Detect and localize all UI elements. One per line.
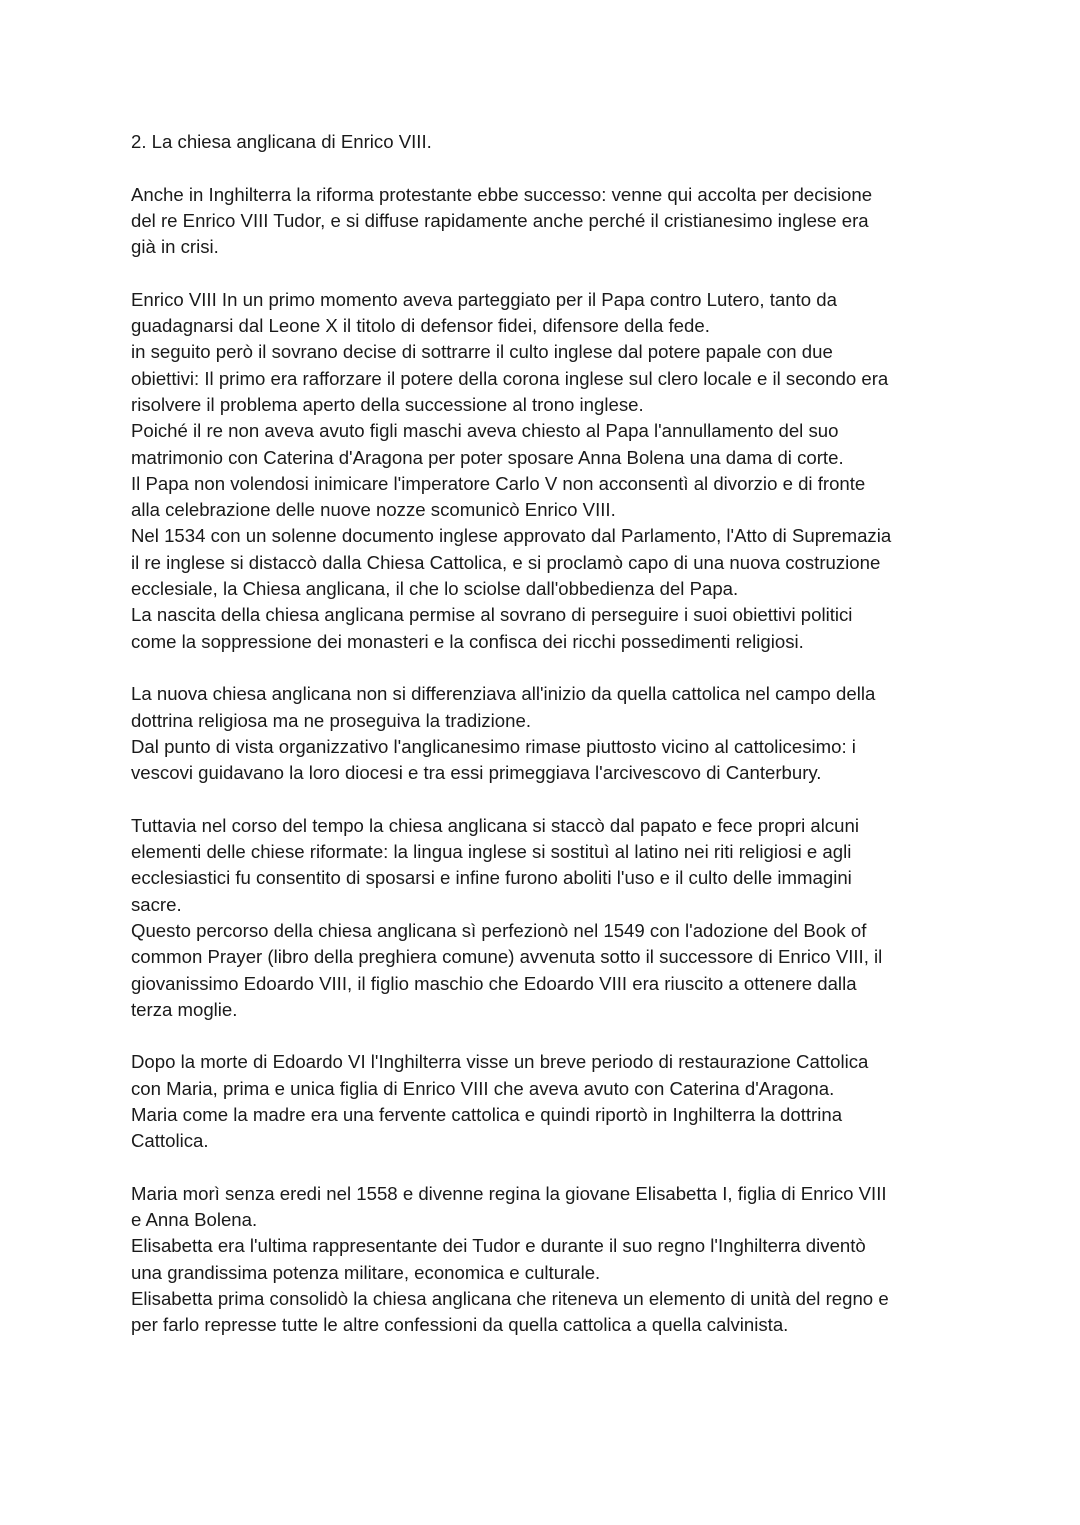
text-line: Anche in Inghilterra la riforma protestante ebbe successo: venne qui accolta per decisione: [131, 183, 873, 205]
paragraph: [131, 1049, 961, 1154]
paragraph-gap: [131, 655, 961, 681]
text-line: ecclesiastici fu consentito di sposarsi e infine furono aboliti l'uso e il culto delle immagini: [131, 867, 852, 889]
text-line: una grandissima potenza militare, economica e culturale.: [131, 1261, 601, 1283]
text-line: vescovi guidavano la loro diocesi e tra essi primeggiava l'arcivescovo di Canterbury.: [131, 762, 822, 784]
text-line: come la soppressione dei monasteri e la confisca dei ricchi possedimenti religiosi.: [131, 630, 804, 652]
text-line: guadagnarsi dal Leone X il titolo di defensor fidei, difensore della fede.: [131, 315, 710, 337]
text-line: Enrico VIII In un primo momento aveva parteggiato per il Papa contro Lutero, tanto da: [131, 288, 837, 310]
text-line: terza moglie.: [131, 998, 238, 1020]
text-line: Nel 1534 con un solenne documento inglese approvato dal Parlamento, l'Atto di Supremazia: [131, 525, 892, 547]
text-line: il re inglese si distaccò dalla Chiesa Cattolica, e si proclamò capo di una nuova costruzione: [131, 551, 881, 573]
text-line: Maria morì senza eredi nel 1558 e divenne regina la giovane Elisabetta I, figlia di Enrico VIII: [131, 1182, 887, 1204]
text-line: Questo percorso della chiesa anglicana sì perfezionò nel 1549 con l'adozione del Book of: [131, 919, 867, 941]
text-line: alla celebrazione delle nuove nozze scomunicò Enrico VIII.: [131, 499, 616, 521]
text-line: risolvere il problema aperto della successione al trono inglese.: [131, 393, 644, 415]
text-line: già in crisi.: [131, 236, 219, 258]
text-line: obiettivi: Il primo era rafforzare il potere della corona inglese sul clero locale e il secondo era: [131, 367, 889, 389]
text-line: per farlo represse tutte le altre confessioni da quella cattolica a quella calvinista.: [131, 1314, 789, 1336]
paragraph-gap: [131, 1023, 961, 1049]
text-line: in seguito però il sovrano decise di sottrarre il culto inglese dal potere papale con due: [131, 341, 833, 363]
paragraph: [131, 681, 961, 786]
paragraph-gap: [131, 260, 961, 286]
text-line: ecclesiale, la Chiesa anglicana, il che lo sciolse dall'obbedienza del Papa.: [131, 578, 739, 600]
text-line: Dopo la morte di Edoardo VI l'Inghilterra visse un breve periodo di restaurazione Cattolica: [131, 1051, 869, 1073]
section-title: 2. La chiesa anglicana di Enrico VIII.: [131, 131, 432, 152]
text-line: Elisabetta prima consolidò la chiesa anglicana che riteneva un elemento di unità del regno e: [131, 1288, 889, 1310]
text-line: Tuttavia nel corso del tempo la chiesa anglicana si staccò dal papato e fece propri alcuni: [131, 814, 859, 836]
text-line: giovanissimo Edoardo VIII, il figlio maschio che Edoardo VIII era riuscito a ottenere dalla: [131, 972, 857, 994]
text-line: La nascita della chiesa anglicana permise al sovrano di perseguire i suoi obiettivi politici: [131, 604, 853, 626]
text-line: elementi delle chiese riformate: la lingua inglese si sostituì al latino nei riti religiosi e agli: [131, 841, 852, 863]
document-page: [131, 129, 961, 1339]
text-line: Maria come la madre era una fervente cattolica e quindi riportò in Inghilterra la dottrina: [131, 1103, 843, 1125]
paragraph-gap: [131, 155, 961, 181]
text-line: con Maria, prima e unica figlia di Enrico VIII che aveva avuto con Caterina d'Aragona.: [131, 1077, 835, 1099]
paragraph: [131, 287, 961, 655]
paragraph-gap: [131, 1155, 961, 1181]
text-line: matrimonio con Caterina d'Aragona per poter sposare Anna Bolena una dama di corte.: [131, 446, 844, 468]
text-line: del re Enrico VIII Tudor, e si diffuse rapidamente anche perché il cristianesimo inglese era: [131, 209, 869, 231]
text-line: dottrina religiosa ma ne proseguiva la tradizione.: [131, 709, 531, 731]
paragraph-gap: [131, 786, 961, 812]
text-line: sacre.: [131, 893, 182, 915]
text-line: Cattolica.: [131, 1130, 209, 1152]
text-line: Elisabetta era l'ultima rappresentante dei Tudor e durante il suo regno l'Inghilterra diventò: [131, 1235, 866, 1257]
text-line: Il Papa non volendosi inimicare l'imperatore Carlo V non acconsentì al divorzio e di fronte: [131, 472, 866, 494]
text-line: Poiché il re non aveva avuto figli maschi aveva chiesto al Papa l'annullamento del suo: [131, 420, 839, 442]
text-line: e Anna Bolena.: [131, 1209, 258, 1231]
text-line: La nuova chiesa anglicana non si differenziava all'inizio da quella cattolica nel campo della: [131, 683, 876, 705]
paragraph: [131, 182, 961, 261]
text-line: common Prayer (libro della preghiera comune) avvenuta sotto il successore di Enrico VIII, il: [131, 946, 883, 968]
document-body: [131, 182, 961, 1339]
paragraph: [131, 813, 961, 1023]
text-line: Dal punto di vista organizzativo l'anglicanesimo rimase piuttosto vicino al cattolicesimo: i: [131, 735, 856, 757]
paragraph: [131, 1181, 961, 1339]
